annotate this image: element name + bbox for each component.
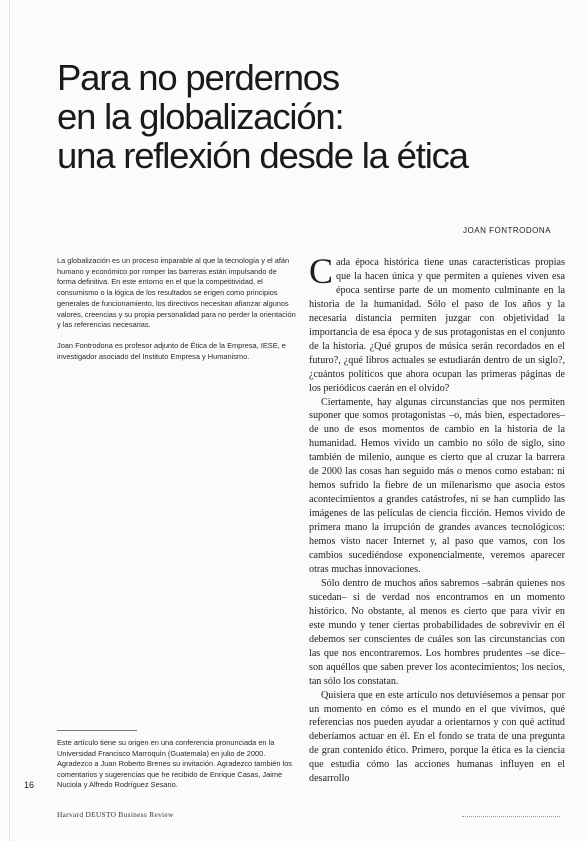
abstract-text: La globalización es un proceso imparable al que la tecnología y el afán humano y económico por romper las barreras están impulsando de forma definitiva. En este entorno en el que la competitividad, el consumismo o la lógica de los resultados se erigen como principios generales de funcionamiento, los directivos necesitan afianzar algunos valores, creencias y su propia personalidad para no perder la orientación y las referencias necesarias.	[57, 256, 296, 330]
article-title	[57, 58, 537, 175]
author-bio: Joan Fontrodona es profesor adjunto de Ética de la Empresa, IESE, e investigador asociado del Instituto Empresa y Humanismo.	[57, 340, 286, 361]
body-paragraph-2: Ciertamente, hay algunas circunstancias que nos permiten suponer que somos protagonistas –o, más bien, espectadores– de uno de esos momentos de cambio en la historia de la humanidad. Hemos vivido un cambio no sólo de siglo, sino también de milenio, aunque es cierto que al cruzar la barrera de 2000 las cosas han seguido más o menos como estaban: ni hemos sufrido la fiebre de un milenarismo que asocia estos acontecimientos a grandes catástrofes, ni se han cumplido las imágenes de las películas de ciencia ficción. Hemos vivido de primera mano la irrupción de grandes avances tecnológicos: hemos visto nacer Internet y, al paso que vamos, con los cambios sucediéndose exponencialmente, veremos aparecer otras muchas innovaciones.	[309, 396, 565, 575]
body-paragraph-1	[309, 251, 565, 396]
title-line-1: Para no perdernos	[57, 57, 339, 98]
footnote-rule	[57, 730, 137, 731]
page-number: 16	[24, 780, 35, 790]
body-column	[309, 251, 565, 786]
footer-publication: Harvard DEUSTO Business Review	[57, 810, 174, 819]
abstract-block	[57, 256, 297, 372]
author-name: JOAN FONTRODONA	[463, 226, 551, 235]
body-paragraph-3: Sólo dentro de muchos años sabremos –sabrán quienes nos sucedan– si de verdad nos encontramos en un momento histórico. No obstante, al menos es cierto que para vivir en este mundo y tener ciertas probabilidades de sobrevivir en él debemos ser conscientes de cuáles son las circunstancias con las que nos encontraremos. Los hombres prudentes –se dice– son aquéllos que saben prever los acontecimientos; los necios, tan sólo los constatan.	[309, 577, 565, 687]
drop-cap: C	[309, 251, 334, 291]
footnote: Este artículo tiene su origen en una conferencia pronunciada en la Universidad Francisco Marroquín (Guatemala) en julio de 2000. Agradezco a Juan Roberto Brenes su invitación. Agradezco también los comentarios y sugerencias que he recibido de Enrique Casas, Jaime Nuciola y Alfredo Rodríguez Sesano.	[57, 738, 292, 790]
body-paragraph-4: Quisiera que en este artículo nos detuviésemos a pensar por un momento en cómo es el mundo en el que vivimos, qué referencias nos pueden ayudar a orientarnos y con qué actitud deberíamos actuar en él. En el fondo se trata de una pregunta de gran contenido ético. Primero, porque la ética es la ciencia que estudia cómo las acciones humanas influyen en el desarrollo	[309, 689, 565, 785]
title-line-3: una reflexión desde la ética	[57, 135, 468, 176]
body-paragraph-1-text: ada época histórica tiene unas características propias que la hacen única y que permiten a quienes viven esa época sentirse parte de un momento culminante en la historia de la humanidad. Sólo el paso de los años y la necesaria distancia permiten juzgar con objetividad la importancia de esa época y de sus protagonistas en el conjunto de la historia. ¿Qué grupos de música serán recordados en el futuro?, ¿qué libros actuales se estudiarán dentro de un siglo?, ¿cuántos políticos que ahora ocupan las primeras páginas de los periódicos caerán en el olvido?	[309, 257, 565, 394]
page-edge-line	[9, 0, 10, 841]
footer-decoration	[462, 814, 560, 817]
title-line-2: en la globalización:	[57, 96, 344, 137]
